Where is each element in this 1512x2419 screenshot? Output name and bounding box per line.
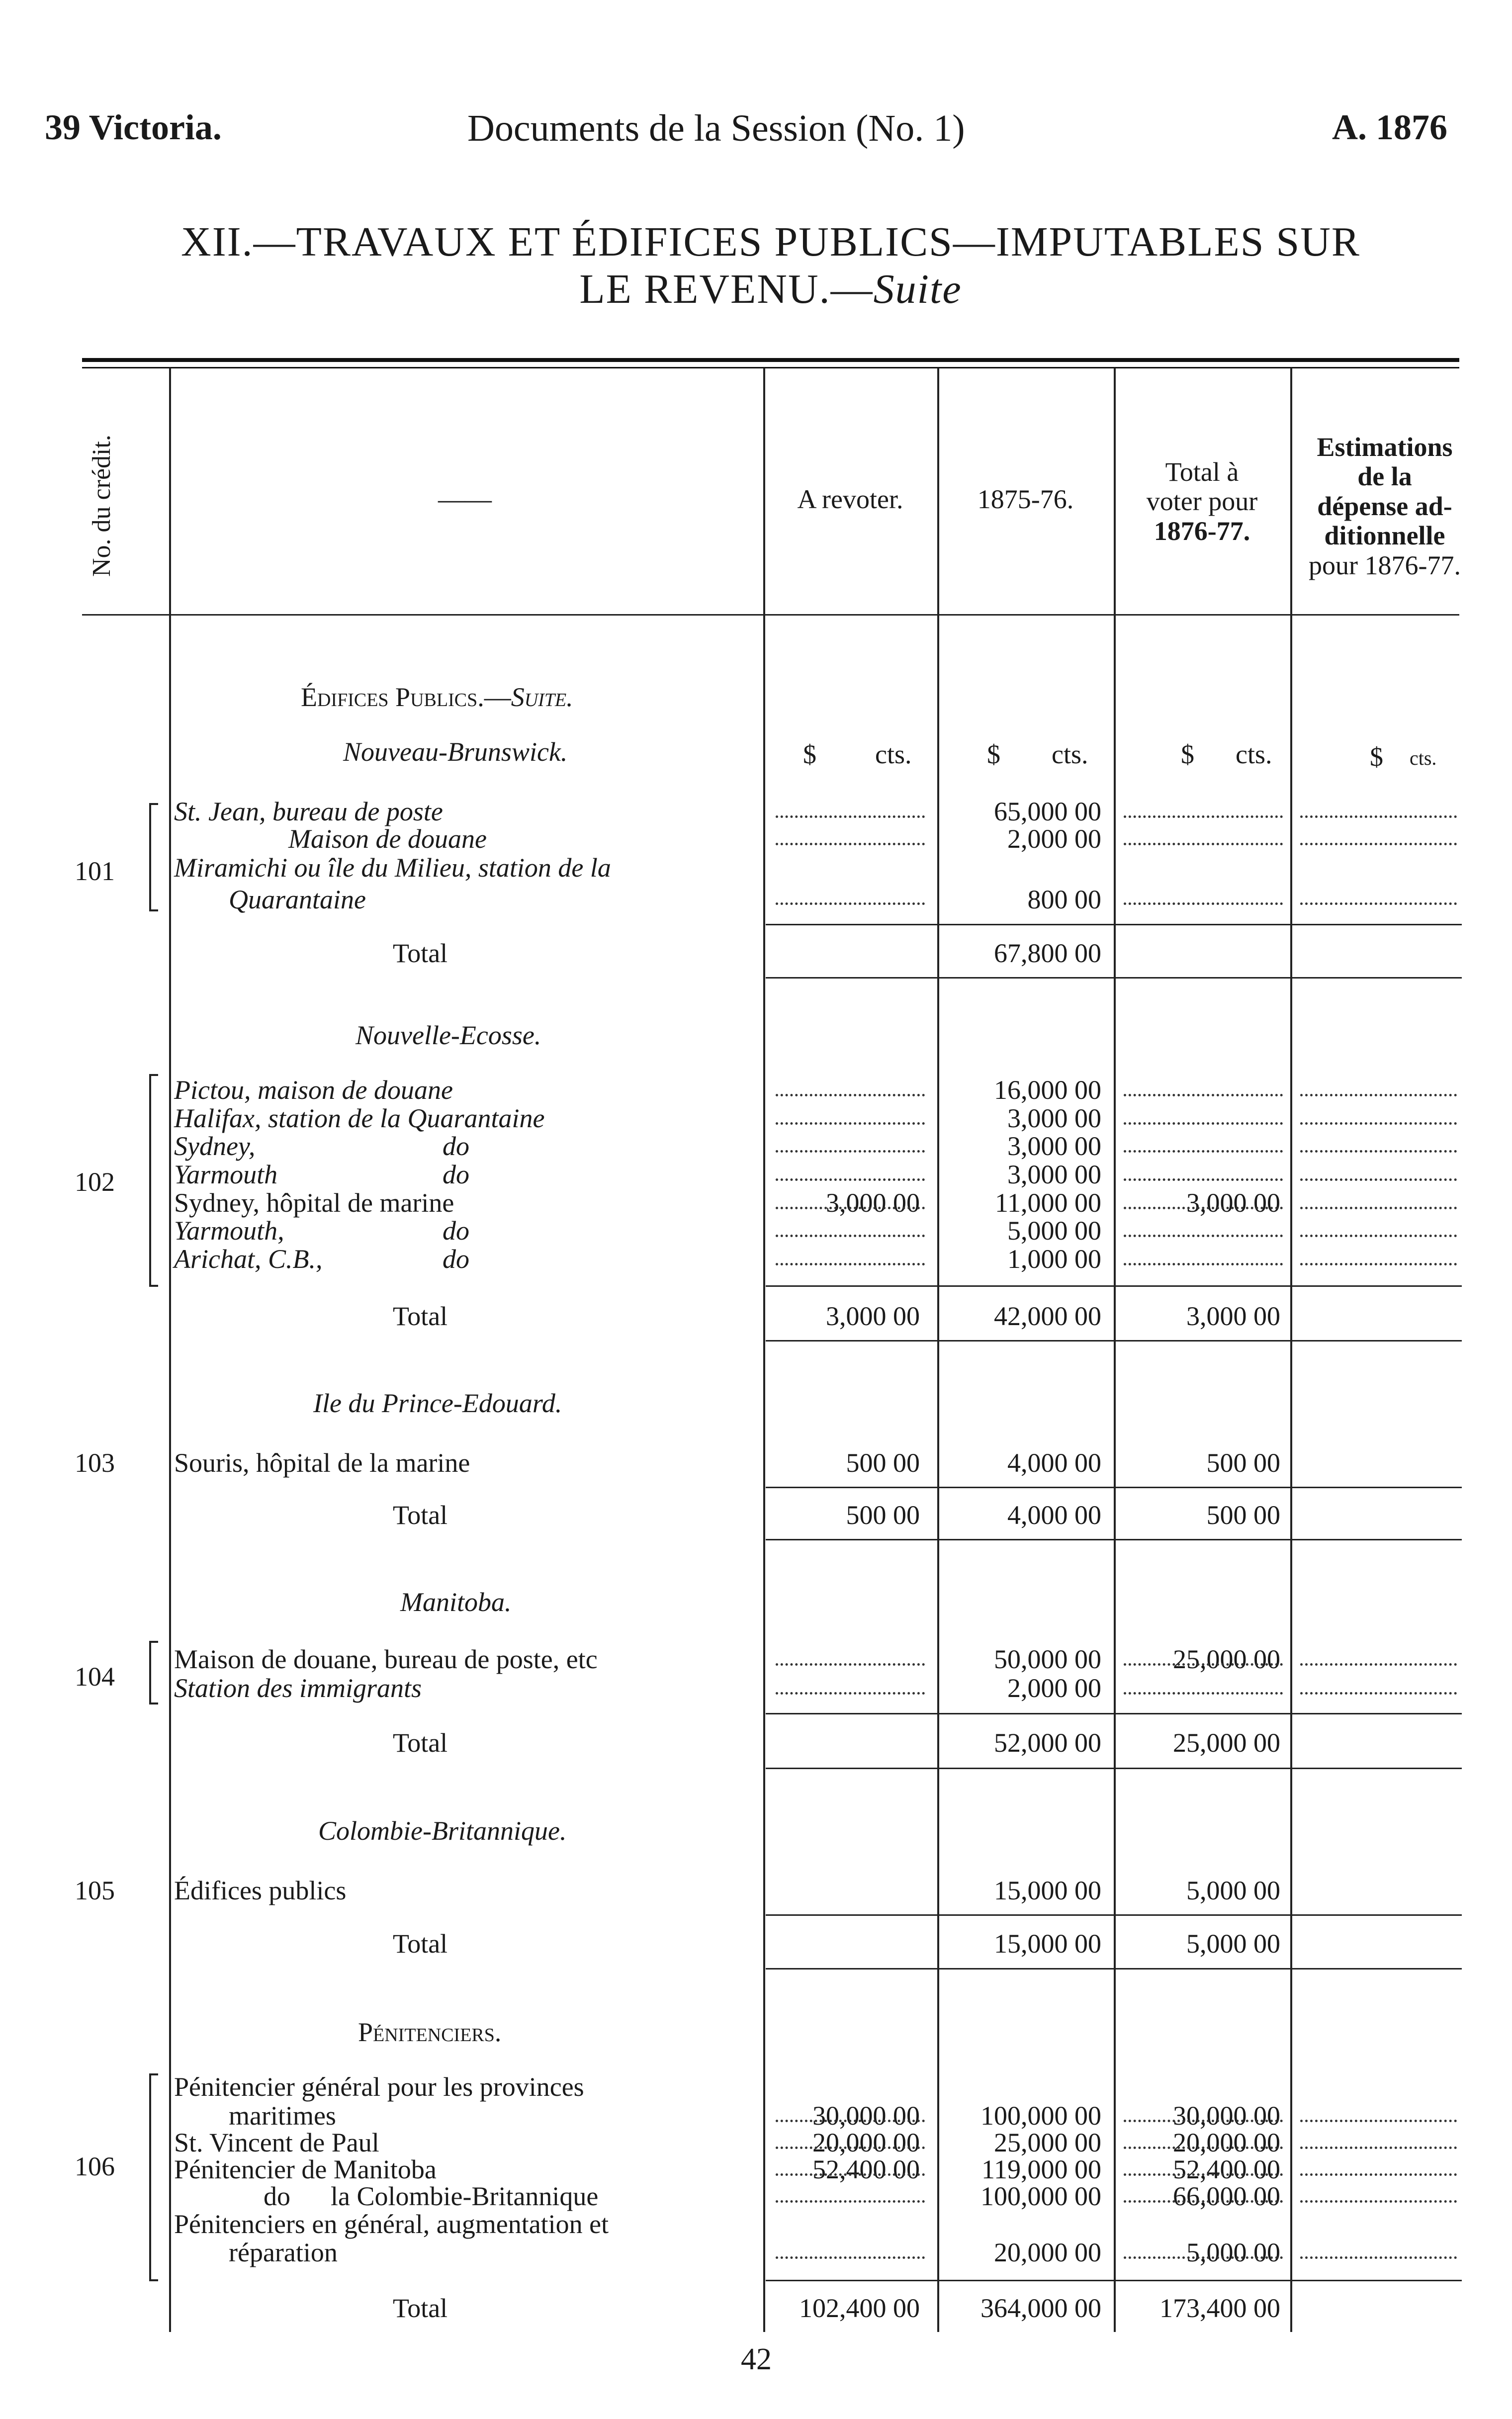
row-a-revoter: 30,000 00 — [812, 2101, 920, 2131]
total-1875-76: 15,000 00 — [994, 1929, 1101, 1959]
row-total: 5,000 00 — [1186, 1876, 1280, 1905]
total-1875-76: 42,000 00 — [994, 1301, 1101, 1331]
dotted-leader — [776, 1178, 925, 1181]
group-heading-colombie-britannique: Colombie-Britannique. — [318, 1816, 567, 1846]
credit-number: 103 — [75, 1448, 115, 1478]
row-desc: Sydney, — [174, 1131, 256, 1161]
total-rule — [766, 1968, 1462, 1970]
dotted-leader — [1300, 1263, 1457, 1265]
credit-number: 106 — [75, 2151, 115, 2181]
dotted-leader — [776, 902, 925, 905]
group-heading-nouvelle-ecosse: Nouvelle-Ecosse. — [356, 1020, 541, 1050]
row-1875-76: 3,000 00 — [1007, 1131, 1101, 1161]
dotted-leader — [1124, 1263, 1283, 1265]
row-desc: Station des immigrants — [174, 1673, 422, 1703]
row-a-revoter: 52,400 00 — [812, 2154, 920, 2184]
row-1875-76: 2,000 00 — [1007, 1673, 1101, 1703]
row-1875-76: 100,000 00 — [980, 2101, 1101, 2131]
row-desc: Pénitencier de Manitoba — [174, 2154, 437, 2184]
col-divider — [937, 368, 939, 2332]
section-title: Édifices Publics.—Suite. — [301, 682, 573, 712]
total-1875-76: 67,800 00 — [994, 938, 1101, 968]
subtotal-rule — [766, 2280, 1462, 2281]
total-a-revoter: 500 00 — [846, 1500, 920, 1530]
total-label: Total — [393, 1301, 448, 1331]
dotted-leader — [776, 2173, 925, 2176]
row-desc: Yarmouth — [174, 1160, 278, 1189]
row-total: 20,000 00 — [1173, 2128, 1280, 2157]
dotted-leader — [1300, 1122, 1457, 1125]
total-total: 25,000 00 — [1173, 1728, 1280, 1758]
currency-cents: cts. — [1410, 747, 1437, 769]
total-total: 3,000 00 — [1186, 1301, 1280, 1331]
group-brace — [149, 1641, 158, 1704]
total-rule — [766, 1340, 1462, 1342]
dotted-leader — [1124, 902, 1283, 905]
credit-number: 104 — [75, 1662, 115, 1692]
row-a-revoter: 20,000 00 — [812, 2128, 920, 2157]
row-desc: Maison de douane — [288, 824, 487, 854]
dotted-leader — [1124, 1235, 1283, 1237]
total-label: Total — [393, 1929, 448, 1959]
group-heading-ile-du-prince-edouard: Ile du Prince-Edouard. — [313, 1388, 562, 1418]
dotted-leader — [1300, 1094, 1457, 1096]
row-desc: do la Colombie-Britannique — [264, 2181, 599, 2211]
row-desc: Arichat, C.B., — [174, 1244, 323, 1274]
currency-cents: cts. — [875, 739, 912, 769]
dotted-leader — [1124, 2200, 1283, 2203]
row-1875-76: 65,000 00 — [994, 797, 1101, 826]
total-a-revoter: 3,000 00 — [826, 1301, 920, 1331]
column-header-description: —— — [438, 484, 492, 514]
group-brace — [149, 1074, 158, 1287]
dotted-leader — [1124, 1178, 1283, 1181]
total-rule — [766, 1768, 1462, 1769]
dotted-leader — [1300, 902, 1457, 905]
dotted-leader — [776, 815, 925, 818]
currency-dollar: $ — [987, 739, 1000, 769]
row-1875-76: 50,000 00 — [994, 1644, 1101, 1674]
page-title-line1: XII.—TRAVAUX ET ÉDIFICES PUBLICS—IMPUTABLES SUR — [181, 219, 1360, 265]
row-total: 500 00 — [1206, 1448, 1280, 1478]
dotted-leader — [1124, 815, 1283, 818]
header-document-title: Documents de la Session (No. 1) — [467, 107, 965, 149]
total-total: 500 00 — [1206, 1500, 1280, 1530]
total-total: 173,400 00 — [1159, 2293, 1280, 2323]
row-ditto: do — [443, 1160, 469, 1189]
row-total: 52,400 00 — [1173, 2154, 1280, 2184]
dotted-leader — [776, 1094, 925, 1096]
dotted-leader — [1124, 1150, 1283, 1153]
row-desc: Pénitencier général pour les provinces — [174, 2072, 584, 2102]
row-desc: Pictou, maison de douane — [174, 1075, 453, 1105]
credit-number: 102 — [75, 1167, 115, 1197]
subtotal-rule — [766, 1487, 1462, 1488]
currency-dollar: $ — [803, 739, 816, 769]
credit-number: 105 — [75, 1876, 115, 1905]
row-desc: maritimes — [229, 2101, 336, 2131]
dotted-leader — [1300, 1235, 1457, 1237]
row-1875-76: 11,000 00 — [995, 1188, 1101, 1218]
row-total: 25,000 00 — [1173, 1644, 1280, 1674]
row-1875-76: 5,000 00 — [1007, 1216, 1101, 1246]
subtotal-rule — [766, 1285, 1462, 1287]
row-ditto: do — [443, 1216, 469, 1246]
dotted-leader — [1300, 1178, 1457, 1181]
dotted-leader — [776, 1263, 925, 1265]
currency-cents: cts. — [1236, 739, 1272, 769]
dotted-leader — [1124, 1122, 1283, 1125]
row-desc: St. Vincent de Paul — [174, 2128, 379, 2157]
group-heading-penitenciers: Pénitenciers. — [358, 2017, 502, 2047]
subtotal-rule — [766, 1914, 1462, 1916]
dotted-leader — [1300, 2200, 1457, 2203]
dotted-leader — [1124, 2147, 1283, 2149]
total-label: Total — [393, 1500, 448, 1530]
row-1875-76: 3,000 00 — [1007, 1160, 1101, 1189]
row-1875-76: 15,000 00 — [994, 1876, 1101, 1905]
dotted-leader — [776, 1235, 925, 1237]
dotted-leader — [776, 2200, 925, 2203]
row-desc: réparation — [229, 2238, 338, 2267]
dotted-leader — [1124, 1207, 1283, 1209]
dotted-leader — [1300, 1207, 1457, 1209]
group-heading-nouveau-brunswick: Nouveau-Brunswick. — [343, 737, 568, 767]
header-bottom-rule — [82, 614, 1459, 616]
row-desc: Maison de douane, bureau de poste, etc — [174, 1644, 598, 1674]
subtotal-rule — [766, 1713, 1462, 1714]
row-1875-76: 20,000 00 — [994, 2238, 1101, 2267]
row-ditto: do — [443, 1244, 469, 1274]
row-desc: Quarantaine — [229, 885, 366, 914]
dotted-leader — [1300, 1692, 1457, 1695]
dotted-leader — [776, 2256, 925, 2259]
dotted-leader — [776, 1150, 925, 1153]
total-1875-76: 364,000 00 — [980, 2293, 1101, 2323]
group-heading-manitoba: Manitoba. — [400, 1587, 512, 1617]
row-1875-76: 1,000 00 — [1007, 1244, 1101, 1274]
row-total: 3,000 00 — [1186, 1188, 1280, 1218]
dotted-leader — [1300, 815, 1457, 818]
row-1875-76: 16,000 00 — [994, 1075, 1101, 1105]
column-header-estimations: Estimations de la dépense ad- ditionnelle pour 1876-77. — [1309, 432, 1461, 580]
row-a-revoter: 500 00 — [846, 1448, 920, 1478]
row-total: 66,000 00 — [1173, 2181, 1280, 2211]
dotted-leader — [776, 843, 925, 845]
table-top-rule-thin — [82, 367, 1459, 368]
dotted-leader — [776, 1122, 925, 1125]
col-divider — [763, 368, 765, 2332]
dotted-leader — [1124, 2120, 1283, 2122]
currency-dollar: $ — [1370, 742, 1383, 772]
row-1875-76: 4,000 00 — [1007, 1448, 1101, 1478]
dotted-leader — [776, 2147, 925, 2149]
dotted-leader — [1124, 1663, 1283, 1666]
row-1875-76: 25,000 00 — [994, 2128, 1101, 2157]
dotted-leader — [1124, 2173, 1283, 2176]
dotted-leader — [1300, 843, 1457, 845]
header-session: 39 Victoria. — [45, 107, 222, 147]
row-total: 5,000 00 — [1186, 2238, 1280, 2267]
row-1875-76: 100,000 00 — [980, 2181, 1101, 2211]
total-1875-76: 4,000 00 — [1007, 1500, 1101, 1530]
page-title-line2: LE REVENU.—Suite — [579, 266, 962, 312]
total-rule — [766, 977, 1462, 979]
dotted-leader — [776, 1663, 925, 1666]
column-header-no-credit: No. du crédit. — [88, 435, 116, 577]
dotted-leader — [1124, 843, 1283, 845]
col-divider — [1290, 368, 1292, 2332]
dotted-leader — [1300, 2120, 1457, 2122]
row-desc: Yarmouth, — [174, 1216, 284, 1246]
column-header-1875-76: 1875-76. — [977, 484, 1074, 514]
dotted-leader — [1300, 2173, 1457, 2176]
row-1875-76: 800 00 — [1027, 885, 1101, 914]
column-header-total-a-voter: Total à voter pour 1876-77. — [1146, 457, 1258, 546]
dotted-leader — [1124, 1094, 1283, 1096]
dotted-leader — [1300, 1663, 1457, 1666]
dotted-leader — [1300, 2147, 1457, 2149]
subtotal-rule — [766, 924, 1462, 925]
row-ditto: do — [443, 1131, 469, 1161]
col-divider — [1114, 368, 1116, 2332]
table-top-rule — [82, 358, 1459, 362]
dotted-leader — [1300, 1150, 1457, 1153]
total-label: Total — [393, 938, 448, 968]
row-desc: Pénitenciers en général, augmentation et — [174, 2209, 609, 2239]
group-brace — [149, 803, 158, 911]
currency-cents: cts. — [1052, 739, 1088, 769]
column-header-a-revoter: A revoter. — [797, 484, 903, 514]
row-1875-76: 3,000 00 — [1007, 1103, 1101, 1133]
row-desc: Sydney, hôpital de marine — [174, 1188, 454, 1218]
total-1875-76: 52,000 00 — [994, 1728, 1101, 1758]
row-desc: St. Jean, bureau de poste — [174, 797, 443, 826]
currency-dollar: $ — [1181, 739, 1194, 769]
row-1875-76: 119,000 00 — [981, 2154, 1101, 2184]
dotted-leader — [1124, 2256, 1283, 2259]
row-total: 30,000 00 — [1173, 2101, 1280, 2131]
row-desc: Souris, hôpital de la marine — [174, 1448, 470, 1478]
row-1875-76: 2,000 00 — [1007, 824, 1101, 854]
page-number: 42 — [741, 2342, 772, 2376]
row-desc: Édifices publics — [174, 1876, 347, 1905]
dotted-leader — [1124, 1692, 1283, 1695]
header-year: A. 1876 — [1332, 107, 1447, 147]
row-a-revoter: 3,000 00 — [826, 1188, 920, 1218]
total-label: Total — [393, 1728, 448, 1758]
dotted-leader — [776, 1692, 925, 1695]
total-rule — [766, 1539, 1462, 1540]
dotted-leader — [776, 2120, 925, 2122]
total-total: 5,000 00 — [1186, 1929, 1280, 1959]
dotted-leader — [1300, 2256, 1457, 2259]
total-label: Total — [393, 2293, 448, 2323]
dotted-leader — [776, 1207, 925, 1209]
total-a-revoter: 102,400 00 — [799, 2293, 920, 2323]
group-brace — [149, 2073, 158, 2281]
col-divider — [169, 368, 171, 2332]
row-desc: Halifax, station de la Quarantaine — [174, 1103, 545, 1133]
row-desc: Miramichi ou île du Milieu, station de la — [174, 853, 611, 883]
credit-number: 101 — [75, 856, 115, 886]
